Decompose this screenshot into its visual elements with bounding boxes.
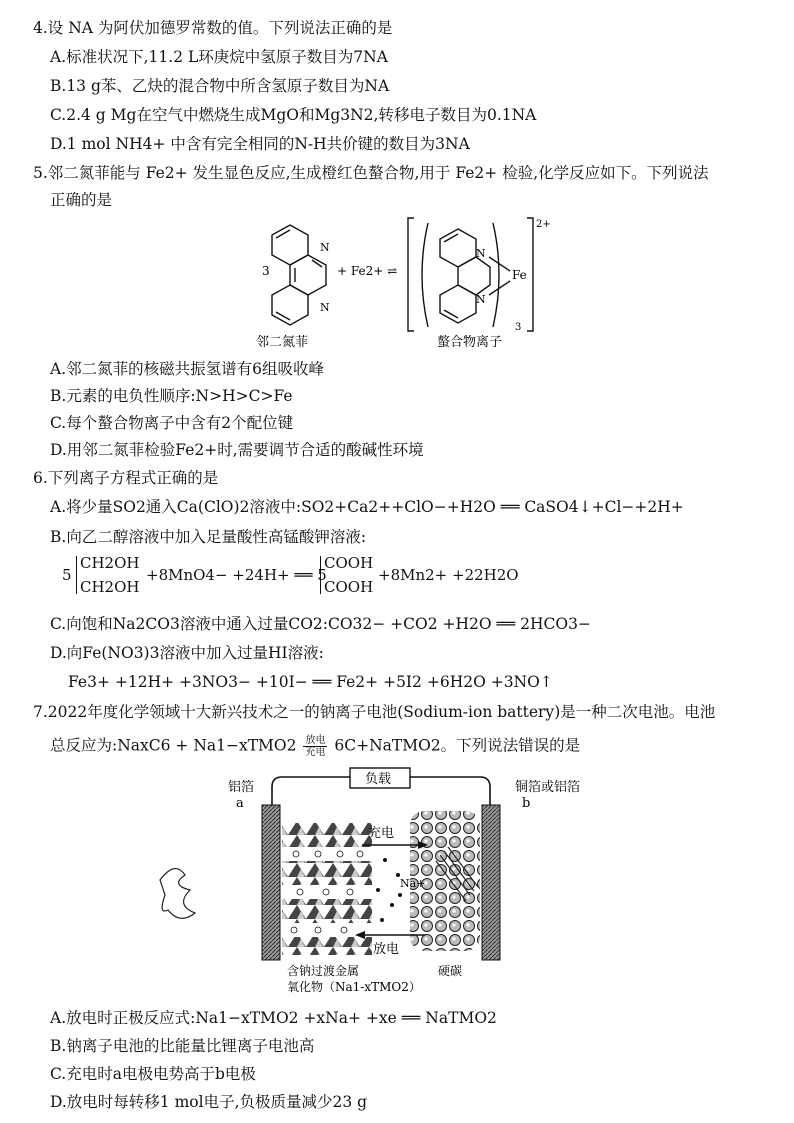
sodium-ion-label: Na+ [400,877,426,890]
phenanthroline-label: 邻二氮菲 [256,335,309,350]
q6-option-b: B.向乙二醇溶液中加入足量酸性高锰酸钾溶液: [50,528,367,546]
q6-stem: 6.下列离子方程式正确的是 [33,469,219,487]
q7-option-a: A.放电时正极反应式:Na1−xTMO2 +xNa+ +xe ══ NaTMO2 [50,1009,497,1027]
q6-option-b-equation [62,552,762,600]
electrode-b-label: b [522,796,531,811]
q4-option-a: A.标准状况下,11.2 L环庚烷中氢原子数目为7NA [50,48,388,66]
iron-center-label: Fe [512,268,527,282]
chelate-n-label-bottom: N [476,293,486,306]
q7-option-b: B.钠离子电池的比能量比锂离子电池高 [50,1037,315,1055]
ion-charge: 2+ [536,219,551,230]
q5-option-c: C.每个螯合物离子中含有2个配位键 [50,414,294,432]
discharge-label: 放电 [373,942,400,957]
phenanthroline-reaction-figure [0,213,794,358]
q5-option-a: A.邻二氮菲的核磁共振氢谱有6组吸收峰 [50,360,324,378]
q4-option-c: C.2.4 g Mg在空气中燃烧生成MgO和Mg3N2,转移电子数目为0.1NA [50,106,537,124]
oxalic-acid-top: COOH [324,554,374,572]
oxalic-acid-bottom: COOH [324,578,374,596]
equation-middle: +8MnO4− +24H+ ══ 5 [146,566,327,584]
q7-stem-line2 [50,735,580,758]
sodium-ion-battery-diagram [0,765,794,1000]
arrow-charge-label: 充电 [305,747,326,758]
ethylene-glycol-bottom: CH2OH [80,578,140,596]
q6-option-d-equation: Fe3+ +12H+ +3NO3− +10I− ══ Fe2+ +5I2 +6H2O +3NO↑ [68,673,553,691]
chelate-n-label-top: N [476,247,486,260]
q7-option-c: C.充电时a电极电势高于b电极 [50,1065,256,1083]
cathode-label-line2: 氧化物（Na1-xTMO2） [287,980,421,994]
aluminum-foil-label: 铝箔 [228,780,255,795]
cathode-label-line1: 含钠过渡金属 [287,964,360,978]
collector-a [262,805,280,960]
n-atom-label-top: N [320,241,330,254]
q5-option-b: B.元素的电负性顺序:N>H>C>Fe [50,387,293,405]
arrow-discharge-label: 放电 [305,735,326,746]
coefficient-5: 5 [62,566,72,584]
q5-stem-line2: 正确的是 [50,191,113,209]
sodium-ions [376,858,402,922]
hard-carbon-label: 硬碳 [438,964,463,978]
q5-stem-line1: 5.邻二氮菲能与 Fe2+ 发生显色反应,生成橙红色螯合物,用于 Fe2+ 检验,化学反应如下。下列说法 [33,164,709,182]
reaction-arrow [303,735,327,758]
q6-option-d: D.向Fe(NO3)3溶液中加入过量HI溶液: [50,644,324,662]
plus-fe-equilibrium: + Fe2+ ⇌ [337,264,398,278]
total-reaction-right: 6C+NaTMO2。下列说法错误的是 [334,736,581,755]
electrode-a-label: a [236,796,244,811]
n-atom-label-bottom: N [320,301,330,314]
q6-option-c: C.向饱和Na2CO3溶液中通入过量CO2:CO32− +CO2 +H2O ══ 2HCO3− [50,615,591,633]
charge-label: 充电 [368,826,395,841]
chelate-ion-label: 螯合物离子 [437,335,503,350]
scribble-mark [160,869,195,919]
q4-stem: 4.设 NA 为阿伏加德罗常数的值。下列说法正确的是 [33,19,393,37]
q5-option-d: D.用邻二氮菲检验Fe2+时,需要调节合适的酸碱性环境 [50,441,424,459]
collector-b [482,805,500,960]
q4-option-b: B.13 g苯、乙炔的混合物中所含氢原子数目为NA [50,77,390,95]
ethylene-glycol-top: CH2OH [80,554,140,572]
ligand-count-subscript: 3 [515,322,522,333]
load-label: 负载 [365,772,392,787]
phenanthroline-structure [272,225,326,325]
q7-option-d: D.放电时每转移1 mol电子,负极质量减少23 g [50,1093,368,1111]
total-reaction-left: 总反应为:NaxC6 + Na1−xTMO2 [50,736,297,755]
q7-stem-line1: 7.2022年度化学领域十大新兴技术之一的钠离子电池(Sodium-ion battery)是一种二次电池。电池 [33,703,716,721]
q4-option-d: D.1 mol NH4+ 中含有完全相同的N-H共价键的数目为3NA [50,135,470,153]
position-3-label: 3 [262,264,270,278]
equation-end: +8Mn2+ +22H2O [378,566,519,584]
q6-option-a: A.将少量SO2通入Ca(ClO)2溶液中:SO2+Ca2++ClO−+H2O ══ CaSO4↓+Cl−+2H+ [50,498,684,516]
copper-or-aluminum-foil-label: 铜箔或铝箔 [515,780,581,795]
